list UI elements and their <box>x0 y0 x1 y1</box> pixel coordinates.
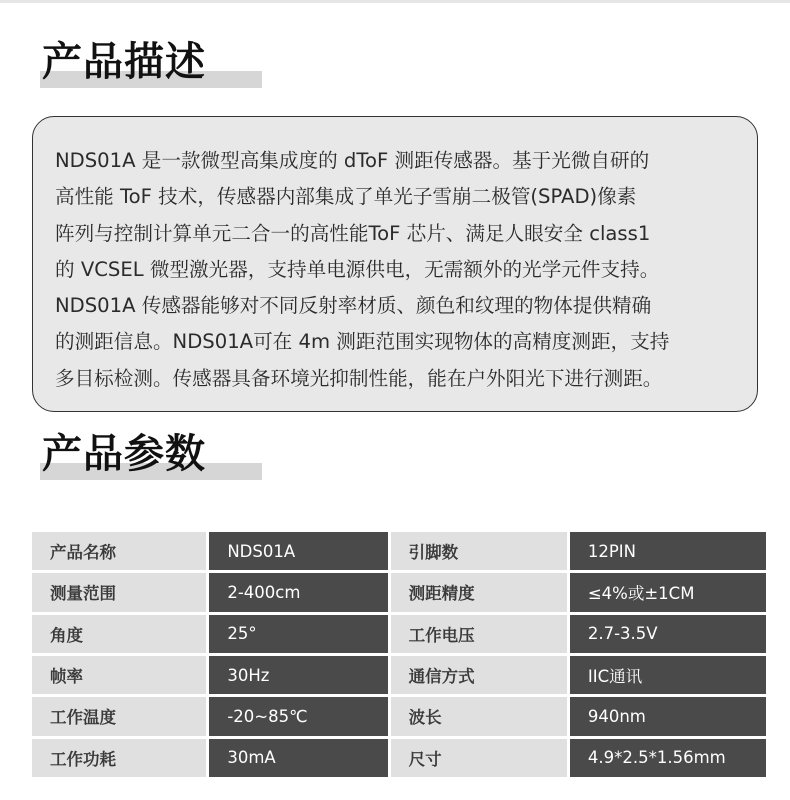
table-row <box>32 532 766 572</box>
description-line: NDS01A 是一款微型高集成度的 dToF 测距传感器。基于光微自研的 <box>55 149 650 172</box>
param-value: 4.9*2.5*1.56mm <box>568 737 766 778</box>
table-row <box>32 572 766 613</box>
description-line: 高性能 ToF 技术，传感器内部集成了单光子雪崩二极管(SPAD)像素 <box>55 185 637 209</box>
param-label: 测距精度 <box>389 572 568 613</box>
param-value: IIC通讯 <box>568 654 766 695</box>
description-title: 产品描述 <box>42 39 206 85</box>
description-line: 的测距信息。NDS01A可在 4m 测距范围实现物体的高精度测距，支持 <box>55 330 670 354</box>
param-label: 产品名称 <box>32 532 208 572</box>
param-value: 25° <box>208 613 389 654</box>
description-text <box>55 143 747 397</box>
params-title: 产品参数 <box>42 431 206 477</box>
param-value: 2-400cm <box>208 572 389 613</box>
description-line: NDS01A 传感器能够对不同反射率材质、颜色和纹理的物体提供精确 <box>55 294 652 318</box>
param-label: 引脚数 <box>389 532 568 572</box>
table-row <box>32 613 766 654</box>
param-label: 工作功耗 <box>32 737 208 778</box>
param-value: -20~85℃ <box>208 696 389 737</box>
param-value: 30Hz <box>208 654 389 695</box>
table-row <box>32 696 766 737</box>
table-row <box>32 737 766 778</box>
param-label: 工作电压 <box>389 613 568 654</box>
param-value: 2.7-3.5V <box>568 613 766 654</box>
param-label: 角度 <box>32 613 208 654</box>
param-label: 尺寸 <box>389 737 568 778</box>
param-value: ≤4%或±1CM <box>568 572 766 613</box>
params-table <box>32 532 766 780</box>
description-line: 阵列与控制计算单元二合一的高性能ToF 芯片、满足人眼安全 class1 <box>55 221 651 245</box>
param-label: 工作温度 <box>32 696 208 737</box>
top-divider <box>0 0 790 3</box>
param-label: 波长 <box>389 696 568 737</box>
description-line: 多目标检测。传感器具备环境光抑制性能，能在户外阳光下进行测距。 <box>55 366 663 390</box>
table-row <box>32 654 766 695</box>
params-heading <box>38 430 262 480</box>
description-box <box>32 116 758 412</box>
param-label: 通信方式 <box>389 654 568 695</box>
param-label: 测量范围 <box>32 572 208 613</box>
param-value: 30mA <box>208 737 389 778</box>
param-value: 940nm <box>568 696 766 737</box>
description-line: 的 VCSEL 微型激光器，支持单电源供电，无需额外的光学元件支持。 <box>55 257 660 281</box>
description-heading <box>38 38 262 88</box>
param-label: 帧率 <box>32 654 208 695</box>
param-value: 12PIN <box>568 532 766 572</box>
param-value: NDS01A <box>208 532 389 572</box>
